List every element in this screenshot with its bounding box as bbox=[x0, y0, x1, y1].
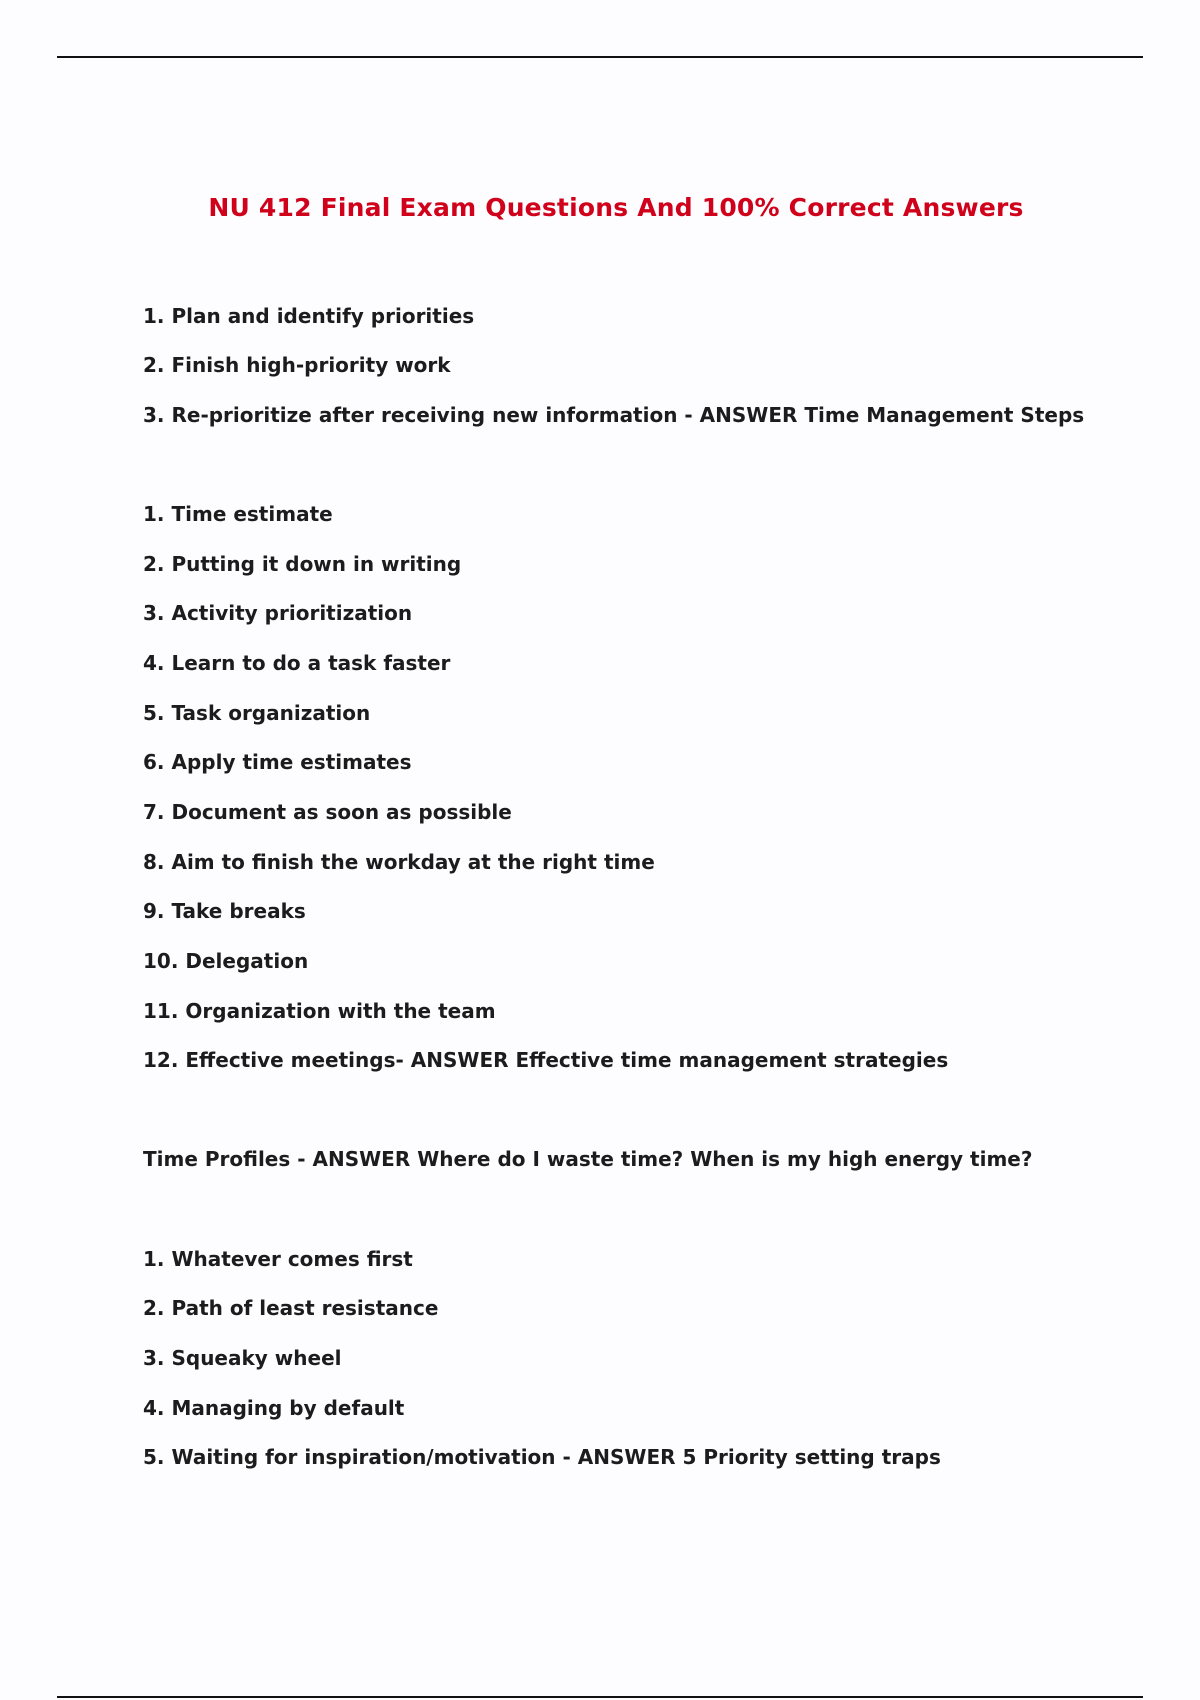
qa-line: Time Profiles - ANSWER Where do I waste time? When is my high energy time? bbox=[143, 1147, 1033, 1171]
qa-line: 6. Apply time estimates bbox=[143, 750, 412, 774]
qa-line: 5. Waiting for inspiration/motivation - ANSWER 5 Priority setting traps bbox=[143, 1445, 941, 1469]
qa-line: 1. Plan and identify priorities bbox=[143, 304, 475, 328]
document-title: NU 412 Final Exam Questions And 100% Correct Answers bbox=[208, 193, 1024, 222]
qa-line: 2. Path of least resistance bbox=[143, 1296, 439, 1320]
qa-line: 1. Whatever comes first bbox=[143, 1247, 413, 1271]
qa-line: 3. Re-prioritize after receiving new information - ANSWER Time Management Steps bbox=[143, 403, 1085, 427]
qa-line: 3. Squeaky wheel bbox=[143, 1346, 342, 1370]
qa-line: 2. Putting it down in writing bbox=[143, 552, 462, 576]
qa-line: 12. Effective meetings- ANSWER Effective time management strategies bbox=[143, 1048, 949, 1072]
qa-line: 2. Finish high-priority work bbox=[143, 353, 451, 377]
qa-line: 4. Learn to do a task faster bbox=[143, 651, 451, 675]
qa-line: 8. Aim to finish the workday at the right time bbox=[143, 850, 655, 874]
qa-line: 9. Take breaks bbox=[143, 899, 306, 923]
bottom-rule bbox=[57, 1696, 1143, 1698]
top-rule bbox=[57, 56, 1143, 58]
qa-line: 7. Document as soon as possible bbox=[143, 800, 512, 824]
qa-line: 5. Task organization bbox=[143, 701, 371, 725]
qa-line: 11. Organization with the team bbox=[143, 999, 496, 1023]
qa-line: 10. Delegation bbox=[143, 949, 309, 973]
qa-line: 3. Activity prioritization bbox=[143, 601, 413, 625]
qa-line: 4. Managing by default bbox=[143, 1396, 405, 1420]
qa-line: 1. Time estimate bbox=[143, 502, 333, 526]
